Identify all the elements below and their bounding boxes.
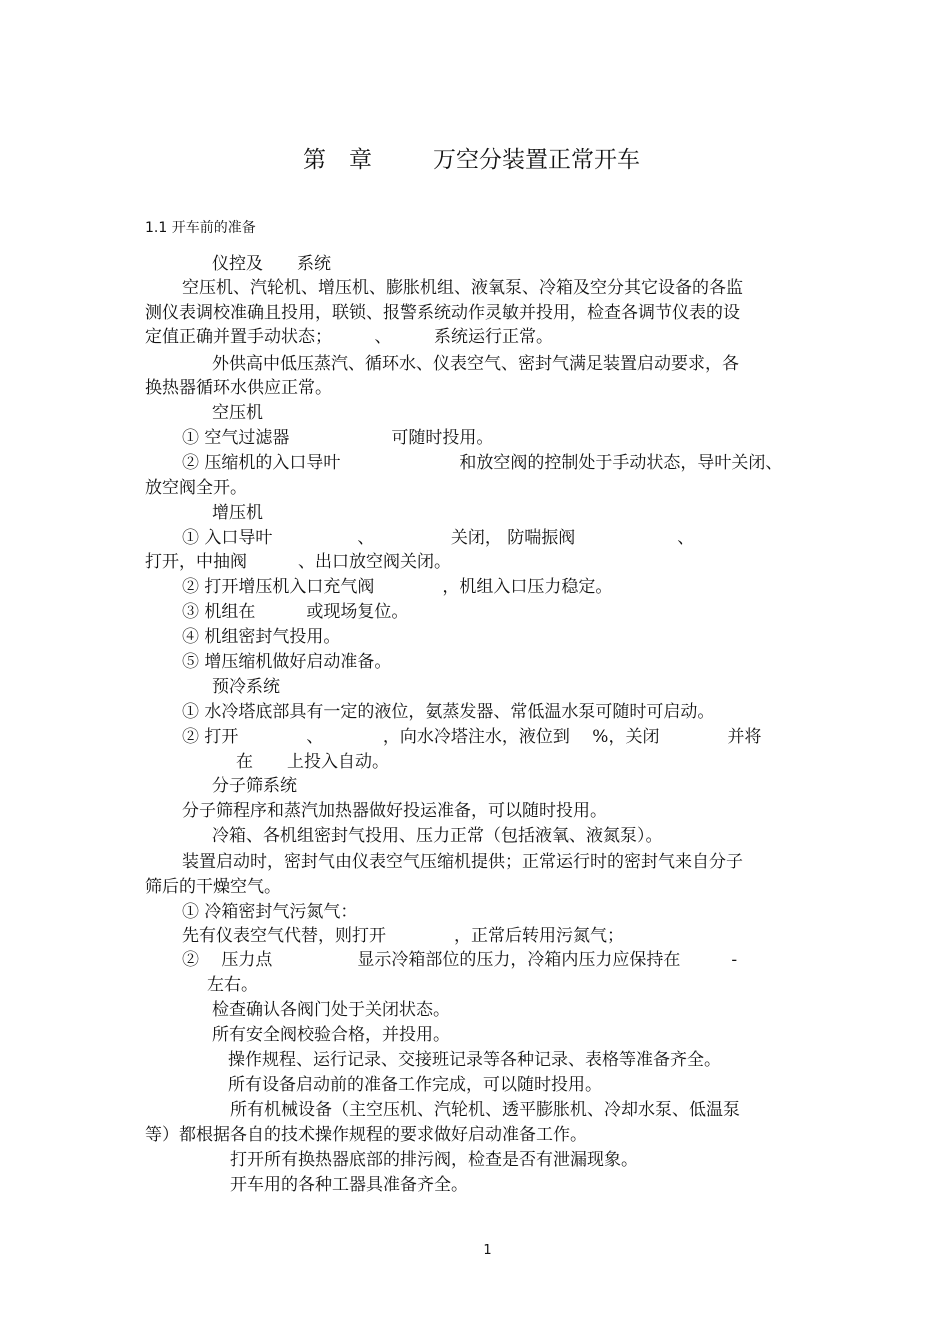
para-line: 所有机械设备（主空压机、汽轮机、透平膨胀机、冷却水泵、低温泵 [230,1100,740,1120]
section-heading: 1.1 开车前的准备 [145,220,256,236]
para-line: 空压机、汽轮机、增压机、膨胀机组、液氧泵、冷箱及空分其它设备的各监 [182,278,743,298]
para-line: ③ 机组在 或现场复位。 [182,602,409,622]
para-line: ② 压缩机的入口导叶 和放空阀的控制处于手动状态，导叶关闭、 [182,453,783,473]
para-line: 定值正确并置手动状态； 、 系统运行正常。 [145,327,553,347]
para-line: 打开，中抽阀 、出口放空阀关闭。 [145,552,451,572]
para-line: 仪控及 系统 [212,254,331,274]
para-line: 检查确认各阀门处于关闭状态。 [212,1000,450,1020]
chapter-name: 万空分装置正常开车 [433,147,640,173]
para-line: 所有设备启动前的准备工作完成，可以随时投用。 [228,1075,602,1095]
para-line: 开车用的各种工器具准备齐全。 [230,1175,468,1195]
para-line: ④ 机组密封气投用。 [182,627,341,647]
para-line: 测仪表调校准确且投用，联锁、报警系统动作灵敏并投用，检查各调节仪表的设 [145,303,740,323]
para-line: 冷箱、各机组密封气投用、压力正常（包括液氧、液氮泵）。 [212,826,663,846]
para-line: 先有仪表空气代替，则打开 ，正常后转用污氮气； [182,926,624,946]
para-line: ② 打开增压机入口充气阀 ，机组入口压力稳定。 [182,577,613,597]
para-line: 分子筛程序和蒸汽加热器做好投运准备，可以随时投用。 [182,801,607,821]
para-line: 所有安全阀校验合格，并投用。 [212,1025,450,1045]
para-line: 外供高中低压蒸汽、循环水、仪表空气、密封气满足装置启动要求，各 [212,354,739,374]
para-line: 增压机 [212,503,263,523]
para-line: 打开所有换热器底部的排污阀，检查是否有泄漏现象。 [230,1150,638,1170]
para-line: 放空阀全开。 [145,478,247,498]
para-line: 筛后的干燥空气。 [145,877,281,897]
para-line: 空压机 [212,403,263,423]
para-line: ① 冷箱密封气污氮气： [182,902,358,922]
para-line: 装置启动时，密封气由仪表空气压缩机提供；正常运行时的密封气来自分子 [182,852,743,872]
para-line: 在 上投入自动。 [236,752,389,772]
chapter-label: 第 章 [303,147,372,173]
para-line: 分子筛系统 [212,776,297,796]
para-line: 操作规程、运行记录、交接班记录等各种记录、表格等准备齐全。 [228,1050,721,1070]
para-line: ② 压力点 显示冷箱部位的压力，冷箱内压力应保持在 - [182,950,738,970]
para-line: 等）都根据各自的技术操作规程的要求做好启动准备工作。 [145,1125,587,1145]
para-line: ① 入口导叶 、 关闭， 防喘振阀 、 [182,528,695,548]
para-line: 换热器循环水供应正常。 [145,378,332,398]
para-line: 预冷系统 [212,677,280,697]
page-number: 1 [483,1243,492,1258]
para-line: ⑤ 增压缩机做好启动准备。 [182,652,392,672]
para-line: ② 打开 、 ，向水冷塔注水，液位到 %，关闭 并将 [182,727,762,747]
para-line: ① 水冷塔底部具有一定的液位，氨蒸发器、常低温水泵可随时可启动。 [182,702,715,722]
para-line: 左右。 [207,975,258,995]
para-line: ① 空气过滤器 可随时投用。 [182,428,494,448]
